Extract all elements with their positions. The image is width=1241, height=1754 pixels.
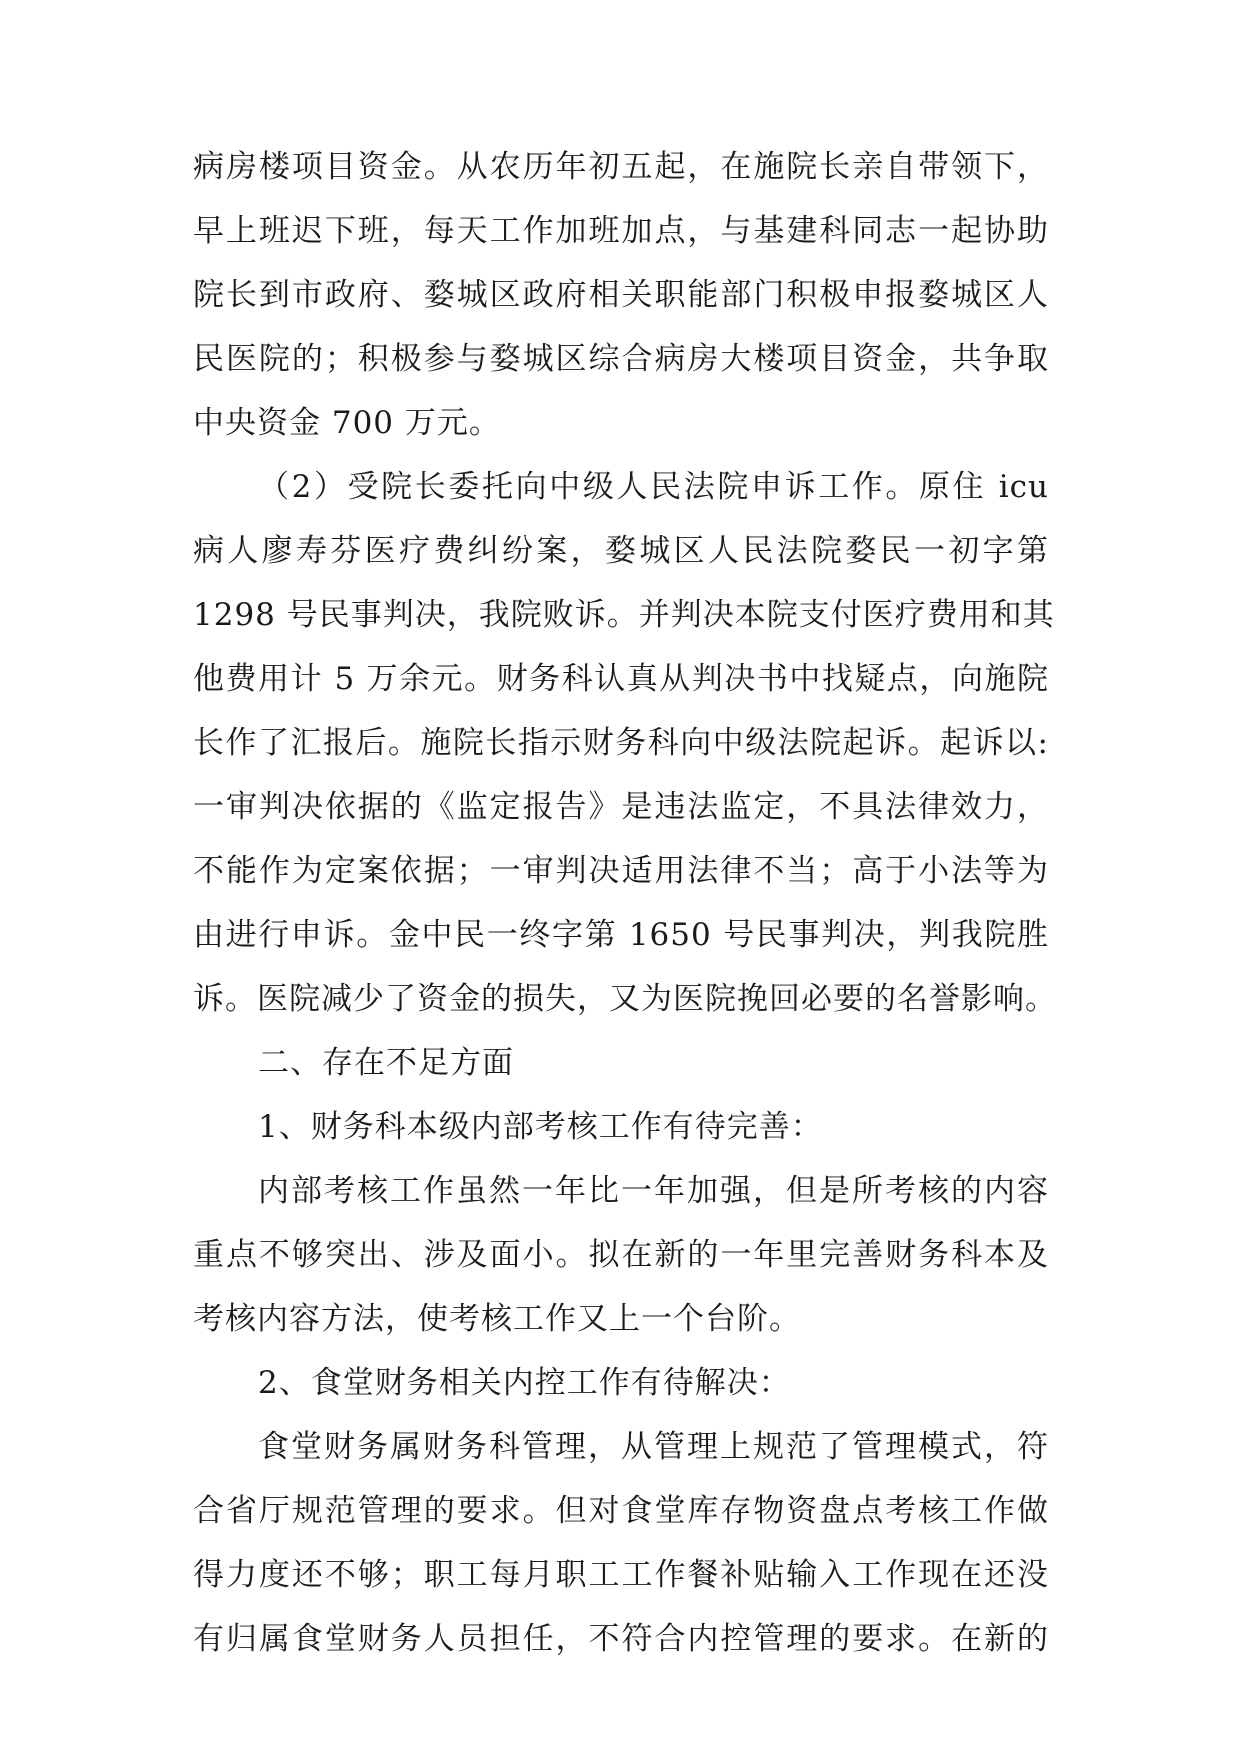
paragraph-line: 病人廖寿芬医疗费纠纷案，婺城区人民法院婺民一初字第	[193, 533, 1049, 569]
paragraph-line: 重点不够突出、涉及面小。拟在新的一年里完善财务科本及	[193, 1237, 1049, 1273]
paragraph-line: 民医院的；积极参与婺城区综合病房大楼项目资金，共争取	[193, 341, 1049, 377]
paragraph-line: 内部考核工作虽然一年比一年加强，但是所考核的内容	[258, 1173, 1049, 1209]
subsection-heading: 1、财务科本级内部考核工作有待完善：	[258, 1109, 823, 1145]
section-heading: 二、存在不足方面	[258, 1045, 514, 1081]
paragraph-line: 1298 号民事判决，我院败诉。并判决本院支付医疗费用和其	[193, 597, 1055, 633]
paragraph-line: 不能作为定案依据；一审判决适用法律不当；高于小法等为	[193, 853, 1049, 889]
paragraph-line: 有归属食堂财务人员担任，不符合内控管理的要求。在新的	[193, 1621, 1049, 1657]
paragraph-line: 院长到市政府、婺城区政府相关职能部门积极申报婺城区人	[193, 277, 1049, 313]
paragraph-line: 诉。医院减少了资金的损失，又为医院挽回必要的名誉影响。	[193, 981, 1057, 1017]
paragraph-line: 食堂财务属财务科管理，从管理上规范了管理模式，符	[258, 1429, 1049, 1465]
paragraph-line: （2）受院长委托向中级人民法院申诉工作。原住 icu	[258, 469, 1049, 505]
paragraph-line: 合省厅规范管理的要求。但对食堂库存物资盘点考核工作做	[193, 1493, 1049, 1529]
paragraph-line: 早上班迟下班，每天工作加班加点，与基建科同志一起协助	[193, 213, 1049, 249]
paragraph-line: 得力度还不够；职工每月职工工作餐补贴输入工作现在还没	[193, 1557, 1049, 1593]
subsection-heading: 2、食堂财务相关内控工作有待解决：	[258, 1365, 791, 1401]
paragraph-line: 长作了汇报后。施院长指示财务科向中级法院起诉。起诉以:	[193, 725, 1049, 761]
paragraph-line: 由进行申诉。金中民一终字第 1650 号民事判决，判我院胜	[193, 917, 1049, 953]
paragraph-line: 考核内容方法，使考核工作又上一个台阶。	[193, 1301, 801, 1337]
paragraph-line: 中央资金 700 万元。	[193, 405, 501, 441]
paragraph-line: 他费用计 5 万余元。财务科认真从判决书中找疑点，向施院	[193, 661, 1049, 697]
paragraph-line: 一审判决依据的《监定报告》是违法监定，不具法律效力，	[193, 789, 1049, 825]
paragraph-line: 病房楼项目资金。从农历年初五起，在施院长亲自带领下，	[193, 149, 1049, 185]
